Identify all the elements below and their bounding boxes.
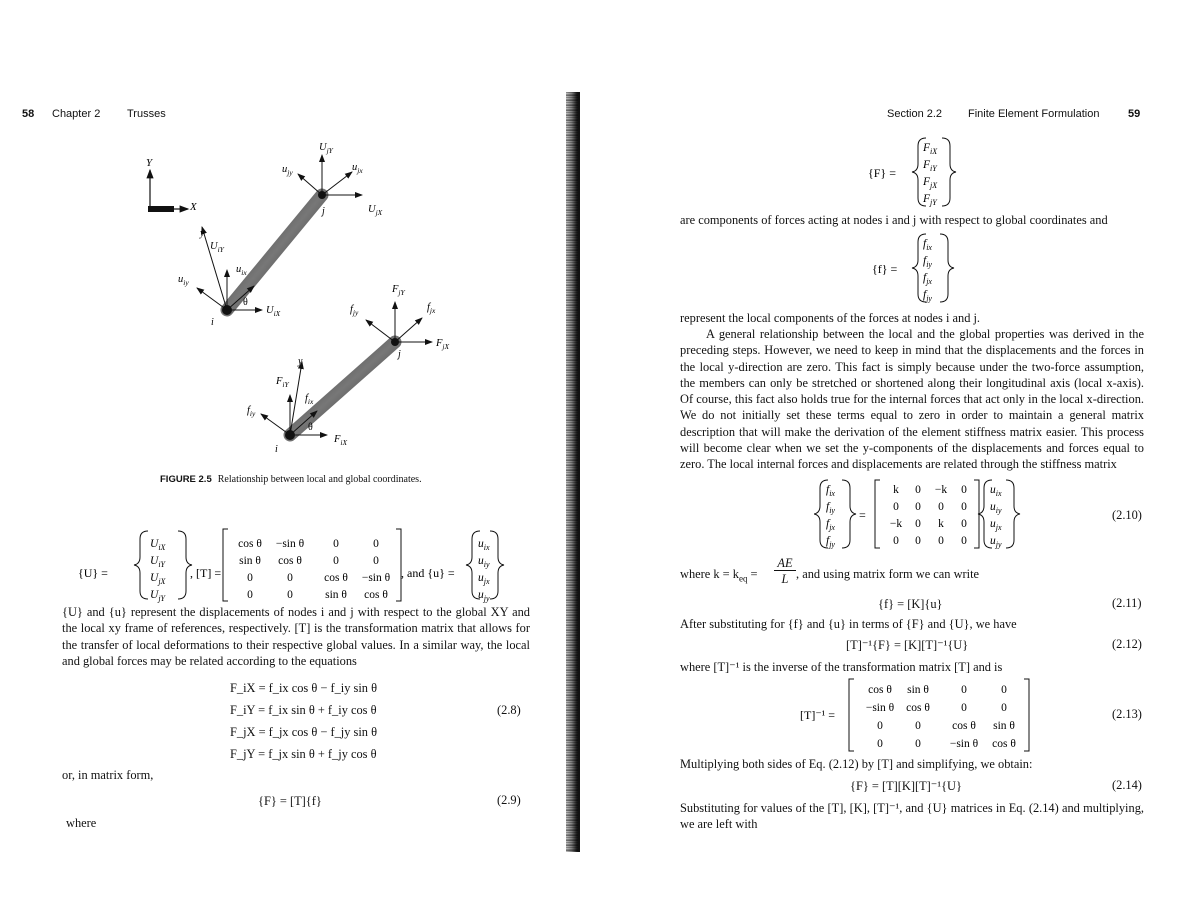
Tinv-matrix xyxy=(866,684,1016,750)
f-vector-entry: $f_{jy}$ xyxy=(923,289,932,303)
eq-2-12: [T]⁻¹{F} = [K][T]⁻¹{U} xyxy=(846,638,969,652)
eq-2-8-line-3: F_jX = f_jx cos θ − f_jy sin θ xyxy=(230,725,377,739)
where-k-line xyxy=(680,556,1100,590)
K-matrix-entry: 0 xyxy=(961,535,967,547)
Tinv-matrix-entry: −sin θ xyxy=(949,738,979,750)
eq-2-8-line-2: F_iY = f_ix sin θ + f_iy cos θ xyxy=(230,703,377,717)
T-matrix-entry: 0 xyxy=(333,555,339,567)
figure-label: FIGURE 2.5 xyxy=(160,474,212,485)
Tinv-right-bracket xyxy=(1024,679,1029,751)
and-u-label: , and {u} = xyxy=(401,566,455,580)
label-FiY: $F_{iY}$ xyxy=(276,376,289,389)
label-y-lower: y xyxy=(298,356,303,367)
U-vector-entry: $U_{iX}$ xyxy=(150,538,166,552)
arrow-ujy xyxy=(298,174,322,195)
eq-2-12-number: (2.12) xyxy=(1112,637,1142,651)
u-vector-entry: $u_{ix}$ xyxy=(478,538,490,552)
K-matrix-entry: 0 xyxy=(961,501,967,513)
eq-2-14-number: (2.14) xyxy=(1112,778,1142,792)
Tinv-matrix-entry: 0 xyxy=(961,702,967,714)
K-matrix-entry: 0 xyxy=(938,535,944,547)
K-matrix xyxy=(890,484,967,547)
left-page-number: 58 xyxy=(22,108,35,120)
Tinv-matrix-entry: cos θ xyxy=(992,738,1016,750)
where-k-text: where $k = k_{eq}$ = xyxy=(680,567,758,584)
f-vector-equation xyxy=(872,232,992,304)
section-title: Finite Element Formulation xyxy=(968,108,1100,120)
T-matrix-entry: sin θ xyxy=(325,589,347,601)
Tinv-left-bracket xyxy=(849,679,854,751)
arrow-fjy xyxy=(366,320,395,342)
Tinv-matrix-entry: cos θ xyxy=(868,684,892,696)
f-vector-entry: $f_{iy}$ xyxy=(923,255,932,269)
where-k-tail: , and using matrix form we can write xyxy=(796,567,980,581)
label-theta-lower: θ xyxy=(308,422,313,433)
T-matrix-entry: 0 xyxy=(287,589,293,601)
f-local-vector-entry: $f_{ix}$ xyxy=(826,484,835,498)
figure-caption xyxy=(160,474,422,485)
K-matrix-entry: 0 xyxy=(893,501,899,513)
or-in-matrix-form: or, in matrix form, xyxy=(62,768,154,782)
eq-2-8-block xyxy=(230,680,377,768)
label-FiX: $F_{iX}$ xyxy=(334,434,348,447)
K-matrix-entry: 0 xyxy=(893,535,899,547)
label-UjX: $U_{jX}$ xyxy=(368,204,383,217)
T-matrix xyxy=(238,538,390,601)
f-local-right-brace xyxy=(842,480,856,548)
fraction-denominator-L: L xyxy=(781,572,789,586)
substituting-paragraph: Substituting for values of the [T], [K], [T]⁻¹, and {U} matrices in Eq. (2.14) and multiplying, we are left with xyxy=(680,801,1144,832)
K-matrix-entry: 0 xyxy=(961,484,967,496)
label-Y: Y xyxy=(146,157,153,169)
arrow-fiy xyxy=(261,414,290,435)
T-matrix-entry: cos θ xyxy=(238,538,262,550)
T-matrix-entry: 0 xyxy=(333,538,339,550)
after-substituting-line: After substituting for {f} and {u} in terms of {F} and {U}, we have xyxy=(680,617,1017,631)
T-matrix-entry: 0 xyxy=(247,572,253,584)
Tinv-matrix-entry: 0 xyxy=(915,720,921,732)
T-matrix-entry: 0 xyxy=(287,572,293,584)
T-lhs: , [T] = xyxy=(190,566,222,580)
u-local-vector-entry: $u_{jy}$ xyxy=(990,535,1002,549)
K-matrix-entry: −k xyxy=(934,484,948,496)
label-theta-upper: θ xyxy=(243,297,248,308)
line-local-components: represent the local components of the forces at nodes i and j. xyxy=(680,311,981,325)
Tinv-matrix-entry: −sin θ xyxy=(865,702,895,714)
T-matrix-right-bracket xyxy=(396,529,401,601)
arrow-fjx xyxy=(395,318,422,342)
label-FjY: $F_{jY}$ xyxy=(392,284,405,297)
Tinv-lhs: [T]⁻¹ = xyxy=(800,708,836,722)
arrow-local-y-upper xyxy=(202,227,227,310)
figure-caption-text: Relationship between local and global coordinates. xyxy=(217,474,422,485)
Tinv-matrix-entry: 0 xyxy=(961,684,967,696)
F-vector-entry: $F_{jX}$ xyxy=(923,176,938,190)
T-matrix-entry: cos θ xyxy=(278,555,302,567)
K-matrix-entry: 0 xyxy=(915,535,921,547)
T-matrix-entry: sin θ xyxy=(239,555,261,567)
arrow-ujx xyxy=(322,172,352,195)
arrow-uiy xyxy=(197,288,227,310)
Tinv-matrix-entry: 0 xyxy=(1001,702,1007,714)
K-matrix-entry: −k xyxy=(889,518,903,530)
eq-2-9-number: (2.9) xyxy=(497,793,521,807)
label-UiY: $U_{iY}$ xyxy=(210,241,224,254)
K-matrix-entry: 0 xyxy=(961,518,967,530)
eq-2-14: {F} = [T][K][T]⁻¹{U} xyxy=(850,779,962,793)
f-local-vector-entry: $f_{jy}$ xyxy=(826,535,835,549)
eq-2-9: {F} = [T]{f} xyxy=(258,794,322,808)
transformation-equation xyxy=(78,525,538,605)
eq-2-13-number: (2.13) xyxy=(1112,707,1142,721)
u-vector-right-brace xyxy=(490,531,504,599)
u-vector xyxy=(478,538,490,603)
eq-2-8-number: (2.8) xyxy=(497,703,521,717)
eq-2-11: {f} = [K]{u} xyxy=(878,597,943,611)
f-vector-right-brace xyxy=(940,234,954,302)
K-matrix-left-bracket xyxy=(875,480,880,548)
label-ujy: $u_{jy}$ xyxy=(282,164,293,177)
K-matrix-entry: 0 xyxy=(938,501,944,513)
U-vector xyxy=(150,538,167,603)
label-fjy: $f_{jy}$ xyxy=(350,304,359,317)
F-vector-entry: $F_{jY}$ xyxy=(923,193,937,207)
paragraph-general-relationship: A general relationship between the local and the global properties was derived in the preceding steps. However, we need to keep in mind that the displacements and the forces in the local y-direction are zero. This fact is simply because under the two-force assumption, the members can only be stretched or shortened along their longitudinal axis (local x-axis). Of course, this fact also holds true for the internal forces that act only in the local x-direction. We do not initially set these terms equal to zero in order to maintain a general matrix description that will make the derivation of the element stiffness matrix easier. This process will become clear when we set the y-components of the displacements and forces equal to zero. The local internal forces and displacements are related through the stiffness matrix xyxy=(680,327,1144,472)
U-vector-entry: $U_{iY}$ xyxy=(150,555,165,569)
u-vector-entry: $u_{iy}$ xyxy=(478,555,490,569)
F-vector-right-brace xyxy=(942,138,956,206)
U-vector-left-brace xyxy=(134,531,148,599)
label-fiy: $f_{iy}$ xyxy=(247,405,256,418)
u-local-vector-entry: $u_{jx}$ xyxy=(990,518,1002,532)
F-vector-entry: $F_{iX}$ xyxy=(923,142,938,156)
u-local-vector xyxy=(990,484,1002,549)
T-matrix-entry: cos θ xyxy=(324,572,348,584)
label-i-lower: i xyxy=(275,444,278,455)
line-forces-global: are components of forces acting at nodes i and j with respect to global coordinates and xyxy=(680,213,1108,227)
Tinv-matrix-entry: sin θ xyxy=(993,720,1015,732)
Tinv-matrix-entry: 0 xyxy=(915,738,921,750)
chapter-label: Chapter 2 xyxy=(52,108,101,120)
eq-2-10-number: (2.10) xyxy=(1112,508,1142,522)
T-matrix-entry: −sin θ xyxy=(275,538,305,550)
element-upper-bar xyxy=(227,195,322,310)
label-FjX: $F_{jX}$ xyxy=(436,338,450,351)
T-matrix-entry: cos θ xyxy=(364,589,388,601)
paragraph-displacements: {U} and {u} represent the displacements of nodes i and j with respect to the global XY and the local xy frame of references, respectively. [T] is the transformation matrix that allows for the transfer of local deformations to their respective global values. In a similar way, the local and global forces may be related according to the equations xyxy=(62,605,530,668)
eq-2-10 xyxy=(814,478,1024,554)
label-ujx: $u_{jx}$ xyxy=(352,162,363,175)
label-fix: $f_{ix}$ xyxy=(305,393,314,406)
label-fjx: $f_{jx}$ xyxy=(427,302,436,315)
K-matrix-entry: 0 xyxy=(915,484,921,496)
f-local-vector-entry: $f_{iy}$ xyxy=(826,501,835,515)
label-X: X xyxy=(190,201,197,213)
T-matrix-entry: 0 xyxy=(373,555,379,567)
U-lhs: {U} = xyxy=(78,566,108,580)
U-vector-right-brace xyxy=(178,531,192,599)
label-y-upper: y xyxy=(200,228,205,239)
T-matrix-left-bracket xyxy=(223,529,228,601)
K-matrix-entry: 0 xyxy=(915,518,921,530)
section-label: Section 2.2 xyxy=(887,108,943,120)
label-i-upper: i xyxy=(211,317,214,328)
label-uiy: $u_{iy}$ xyxy=(178,274,189,287)
u-local-right-brace xyxy=(1006,480,1020,548)
label-UiX: $U_{iX}$ xyxy=(266,305,281,318)
label-j-upper: j xyxy=(322,206,325,217)
right-page-number: 59 xyxy=(1128,108,1141,120)
f-vector-entry: $f_{ix}$ xyxy=(923,238,932,252)
u-local-vector-entry: $u_{ix}$ xyxy=(990,484,1002,498)
where-inverse-line: where [T]⁻¹ is the inverse of the transformation matrix [T] and is xyxy=(680,660,1003,674)
f-local-vector xyxy=(826,484,835,549)
Tinv-matrix-entry: sin θ xyxy=(907,684,929,696)
eq-2-8-line-4: F_jY = f_jx sin θ + f_jy cos θ xyxy=(230,747,377,761)
K-matrix-entry: k xyxy=(938,518,944,530)
label-UjY: $U_{jY}$ xyxy=(319,142,333,155)
eq-2-13 xyxy=(800,677,1040,753)
T-matrix-entry: −sin θ xyxy=(361,572,391,584)
Tinv-matrix-entry: 0 xyxy=(877,738,883,750)
Tinv-matrix-entry: 0 xyxy=(877,720,883,732)
T-matrix-entry: 0 xyxy=(247,589,253,601)
U-vector-entry: $U_{jY}$ xyxy=(150,589,165,603)
F-vector xyxy=(922,142,938,207)
book-spine-line xyxy=(578,92,580,852)
eq-2-11-number: (2.11) xyxy=(1112,596,1142,610)
f-lhs: {f} = xyxy=(872,262,898,276)
Tinv-matrix-entry: 0 xyxy=(1001,684,1007,696)
multiplying-line: Multiplying both sides of Eq. (2.12) by [T] and simplifying, we obtain: xyxy=(680,757,1033,771)
Tinv-matrix-entry: cos θ xyxy=(906,702,930,714)
label-uix: $u_{ix}$ xyxy=(236,264,247,277)
where-label: where xyxy=(66,816,97,830)
f-local-vector-entry: $f_{jx}$ xyxy=(826,518,835,532)
K-matrix-entry: k xyxy=(893,484,899,496)
fraction-numerator-AE: AE xyxy=(774,556,796,571)
u-vector-entry: $u_{jy}$ xyxy=(478,589,490,603)
Tinv-matrix-entry: cos θ xyxy=(952,720,976,732)
figure-2-5 xyxy=(130,130,470,475)
eq-2-10-equals: = xyxy=(859,508,866,522)
global-origin-block xyxy=(148,206,174,212)
T-matrix-entry: 0 xyxy=(373,538,379,550)
eq-2-8-line-1: F_iX = f_ix cos θ − f_iy sin θ xyxy=(230,681,377,695)
f-vector xyxy=(923,238,932,303)
u-local-vector-entry: $u_{iy}$ xyxy=(990,501,1002,515)
chapter-title: Trusses xyxy=(127,108,166,120)
U-vector-entry: $U_{jX}$ xyxy=(150,572,166,586)
f-vector-entry: $f_{jx}$ xyxy=(923,272,932,286)
F-lhs: {F} = xyxy=(868,166,896,180)
F-vector-equation xyxy=(868,136,988,208)
F-vector-entry: $F_{iY}$ xyxy=(923,159,937,173)
u-vector-entry: $u_{jx}$ xyxy=(478,572,490,586)
K-matrix-entry: 0 xyxy=(915,501,921,513)
label-j-lower: j xyxy=(398,349,401,360)
